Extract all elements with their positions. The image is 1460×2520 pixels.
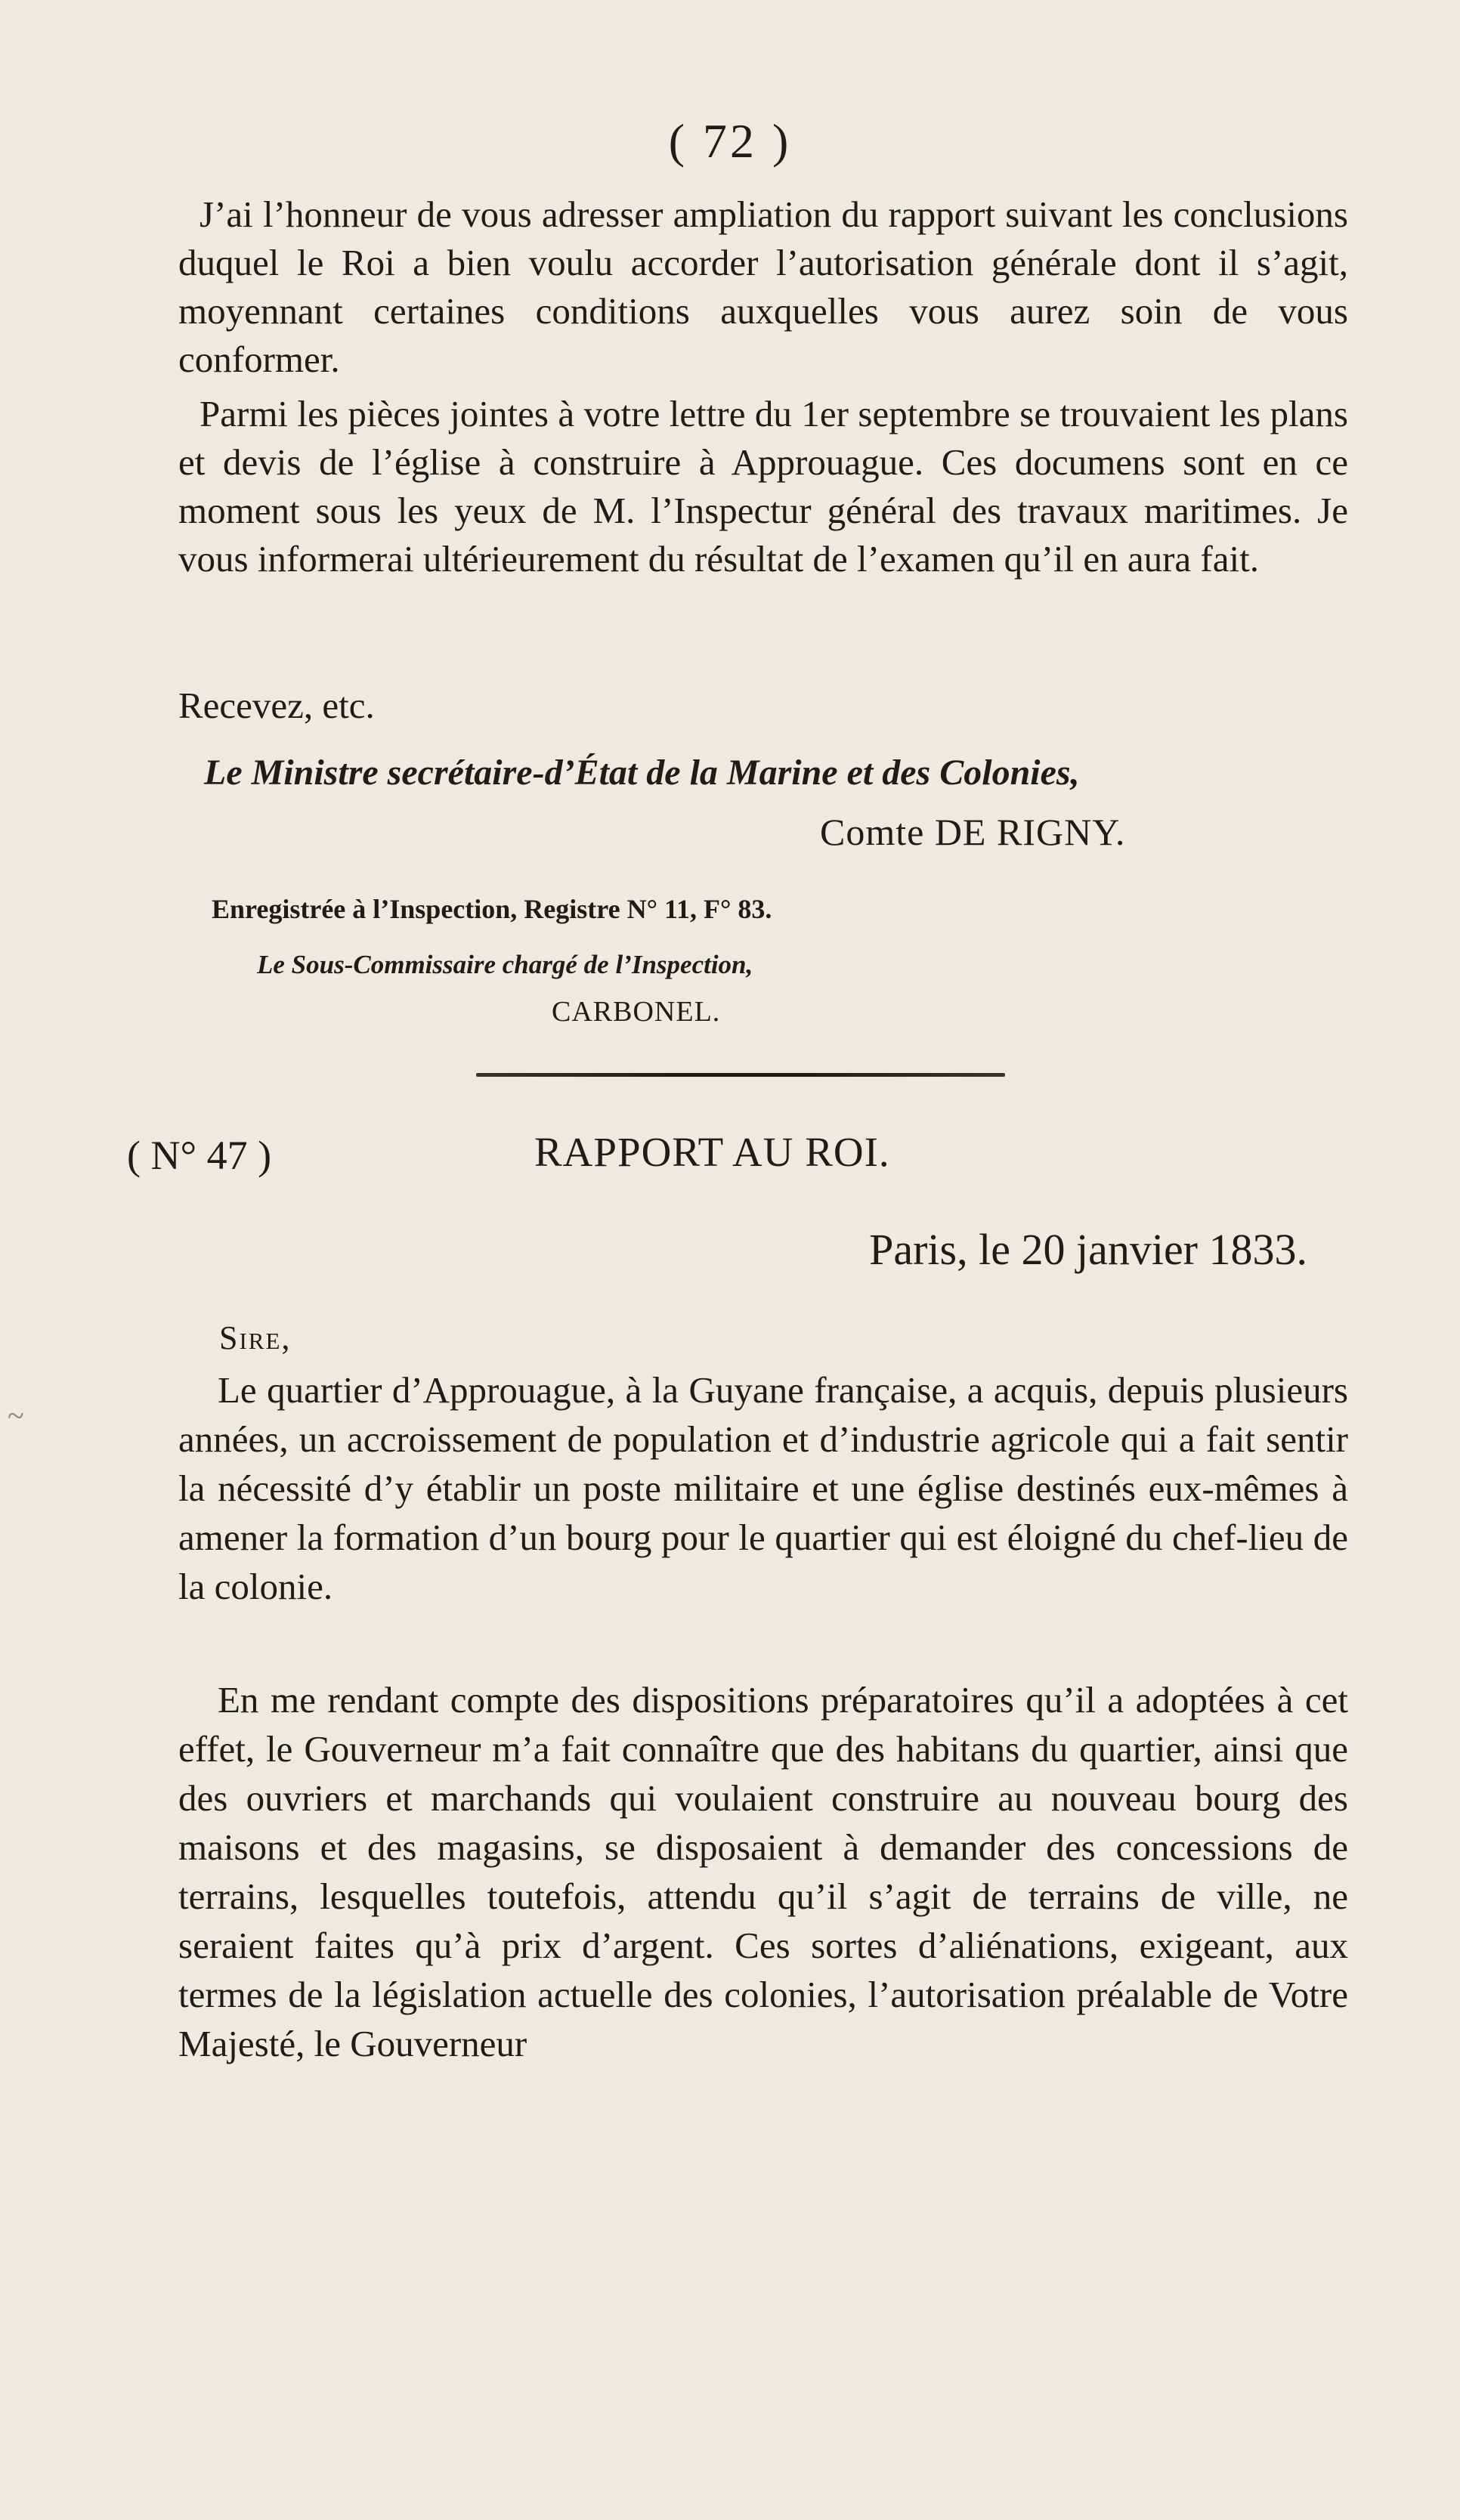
minister-signature-line: Le Ministre secrétaire-d’État de la Marine et des Colonies, [204, 753, 1080, 793]
margin-tilde-mark: ~ [8, 1399, 24, 1433]
report-dateline: Paris, le 20 janvier 1833. [869, 1225, 1307, 1274]
letter-paragraph-1: J’ai l’honneur de vous adresser ampliation du rapport suivant les conclusions duquel le Roi a bien voulu accorder l’autorisation générale dont il s’agit, moyennant certaines conditions auxquelles vous aurez soin de vous conformer. [178, 193, 1348, 380]
letter-paragraph-2: Parmi les pièces jointes à votre lettre du 1er septembre se trouvaient les plans et devis de l’église à construire à Approuague. Ces documens sont en ce moment sous les yeux de M. l’Inspectur général des travaux maritimes. Je vous informerai ultérieurement du résultat de l’examen qu’il en aura fait. [178, 393, 1348, 580]
sous-commissaire-line: Le Sous-Commissaire chargé de l’Inspection, [257, 950, 753, 979]
comte-signature: Comte DE RIGNY. [820, 811, 1126, 853]
letter-signoff: Recevez, etc. [178, 685, 375, 726]
report-salutation: Sire, [219, 1319, 292, 1356]
page-number: ( 72 ) [668, 114, 792, 168]
carbonel-signature: CARBONEL. [552, 996, 721, 1028]
registration-line: Enregistrée à l’Inspection, Registre N° 11, F° 83. [212, 894, 772, 924]
section-divider [476, 1073, 1005, 1077]
report-paragraph-2: En me rendant compte des dispositions préparatoires qu’il a adoptées à cet effet, le Gouverneur m’a fait connaître que des habitans du quartier, ainsi que des ouvriers et marchands qui voulaient construire au nouveau bourg des maisons et des magasins, se disposaient à demander des concessions de terrains, lesquelles toutefois, attendu qu’il s’agit de terrains de ville, ne seraient faites qu’à prix d’argent. Ces sortes d’aliénations, exigeant, aux termes de la législation actuelle des colonies, l’autorisation préalable de Votre Majesté, le Gouverneur [178, 1679, 1348, 2064]
report-paragraph-1: Le quartier d’Approuague, à la Guyane française, a acquis, depuis plusieurs années, un accroissement de population et d’industrie agricole qui a fait sentir la nécessité d’y établir un poste militaire et une église destinés eux-mêmes à amener la formation d’un bourg pour le quartier qui est éloigné du chef-lieu de la colonie. [178, 1369, 1348, 1607]
report-number: ( N° 47 ) [127, 1133, 272, 1178]
report-title: RAPPORT AU ROI. [534, 1129, 890, 1175]
